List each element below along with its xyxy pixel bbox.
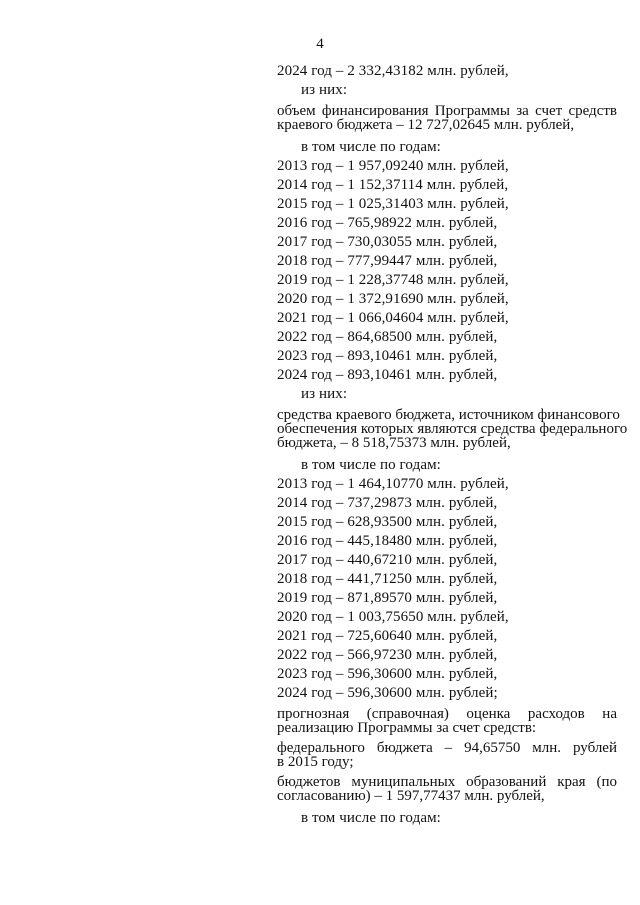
text-line: реализацию Программы за счет средств:: [277, 720, 537, 736]
year-line: 2017 год – 730,03055 млн. рублей,: [277, 234, 498, 250]
municipal-budgets-paragraph: [277, 775, 617, 803]
by-years-label: в том числе по годам:: [301, 139, 441, 155]
text-line: в 2015 году;: [277, 754, 354, 770]
text-line: объем финансирования Программы за счет средств: [277, 103, 617, 119]
by-years-label: в том числе по годам:: [301, 457, 441, 473]
regional-funding-paragraph: [277, 104, 617, 132]
year-line: 2019 год – 1 228,37748 млн. рублей,: [277, 272, 509, 288]
federal-budget-paragraph: [277, 741, 617, 769]
year-line: 2024 год – 596,30600 млн. рублей;: [277, 685, 498, 701]
page-number: 4: [316, 36, 324, 52]
year-line: 2023 год – 596,30600 млн. рублей,: [277, 666, 498, 682]
text-line: согласованию) – 1 597,77437 млн. рублей,: [277, 788, 545, 804]
year-line: 2021 год – 1 066,04604 млн. рублей,: [277, 310, 509, 326]
text-line: средства краевого бюджета, источником финансового: [277, 407, 620, 423]
by-years-label: в том числе по годам:: [301, 810, 441, 826]
year-line: 2015 год – 628,93500 млн. рублей,: [277, 514, 498, 530]
federal-source-years-list: [277, 475, 617, 703]
federal-source-paragraph: [277, 407, 628, 451]
year-line: 2017 год – 440,67210 млн. рублей,: [277, 552, 498, 568]
of-which-label: из них:: [301, 386, 348, 402]
year-line: 2016 год – 445,18480 млн. рублей,: [277, 533, 498, 549]
year-line: 2018 год – 777,99447 млн. рублей,: [277, 253, 498, 269]
text-line: бюджета, – 8 518,75373 млн. рублей,: [277, 435, 511, 451]
of-which-label: из них:: [301, 82, 348, 98]
year-line-2024-total: 2024 год – 2 332,43182 млн. рублей,: [277, 63, 509, 79]
year-line: 2020 год – 1 003,75650 млн. рублей,: [277, 609, 509, 625]
year-line: 2024 год – 893,10461 млн. рублей,: [277, 367, 498, 383]
year-line: 2014 год – 737,29873 млн. рублей,: [277, 495, 498, 511]
text-line: федерального бюджета – 94,65750 млн. рублей: [277, 740, 617, 756]
year-line: 2015 год – 1 025,31403 млн. рублей,: [277, 196, 509, 212]
document-body: [277, 62, 628, 828]
text-line: краевого бюджета – 12 727,02645 млн. рублей,: [277, 117, 575, 133]
year-line: 2013 год – 1 464,10770 млн. рублей,: [277, 476, 509, 492]
forecast-paragraph: [277, 707, 617, 735]
year-line: 2020 год – 1 372,91690 млн. рублей,: [277, 291, 509, 307]
year-line: 2014 год – 1 152,37114 млн. рублей,: [277, 177, 509, 193]
year-line: 2013 год – 1 957,09240 млн. рублей,: [277, 158, 509, 174]
text-line: бюджетов муниципальных образований края (по: [277, 774, 617, 790]
year-line: 2021 год – 725,60640 млн. рублей,: [277, 628, 498, 644]
year-line: 2016 год – 765,98922 млн. рублей,: [277, 215, 498, 231]
year-line: 2018 год – 441,71250 млн. рублей,: [277, 571, 498, 587]
year-line: 2022 год – 566,97230 млн. рублей,: [277, 647, 498, 663]
regional-years-list: [277, 157, 617, 385]
year-line: 2019 год – 871,89570 млн. рублей,: [277, 590, 498, 606]
year-line: 2022 год – 864,68500 млн. рублей,: [277, 329, 498, 345]
year-line: 2023 год – 893,10461 млн. рублей,: [277, 348, 498, 364]
text-line: обеспечения которых являются средства федерального: [277, 421, 628, 437]
text-line: прогнозная (справочная) оценка расходов на: [277, 706, 617, 722]
